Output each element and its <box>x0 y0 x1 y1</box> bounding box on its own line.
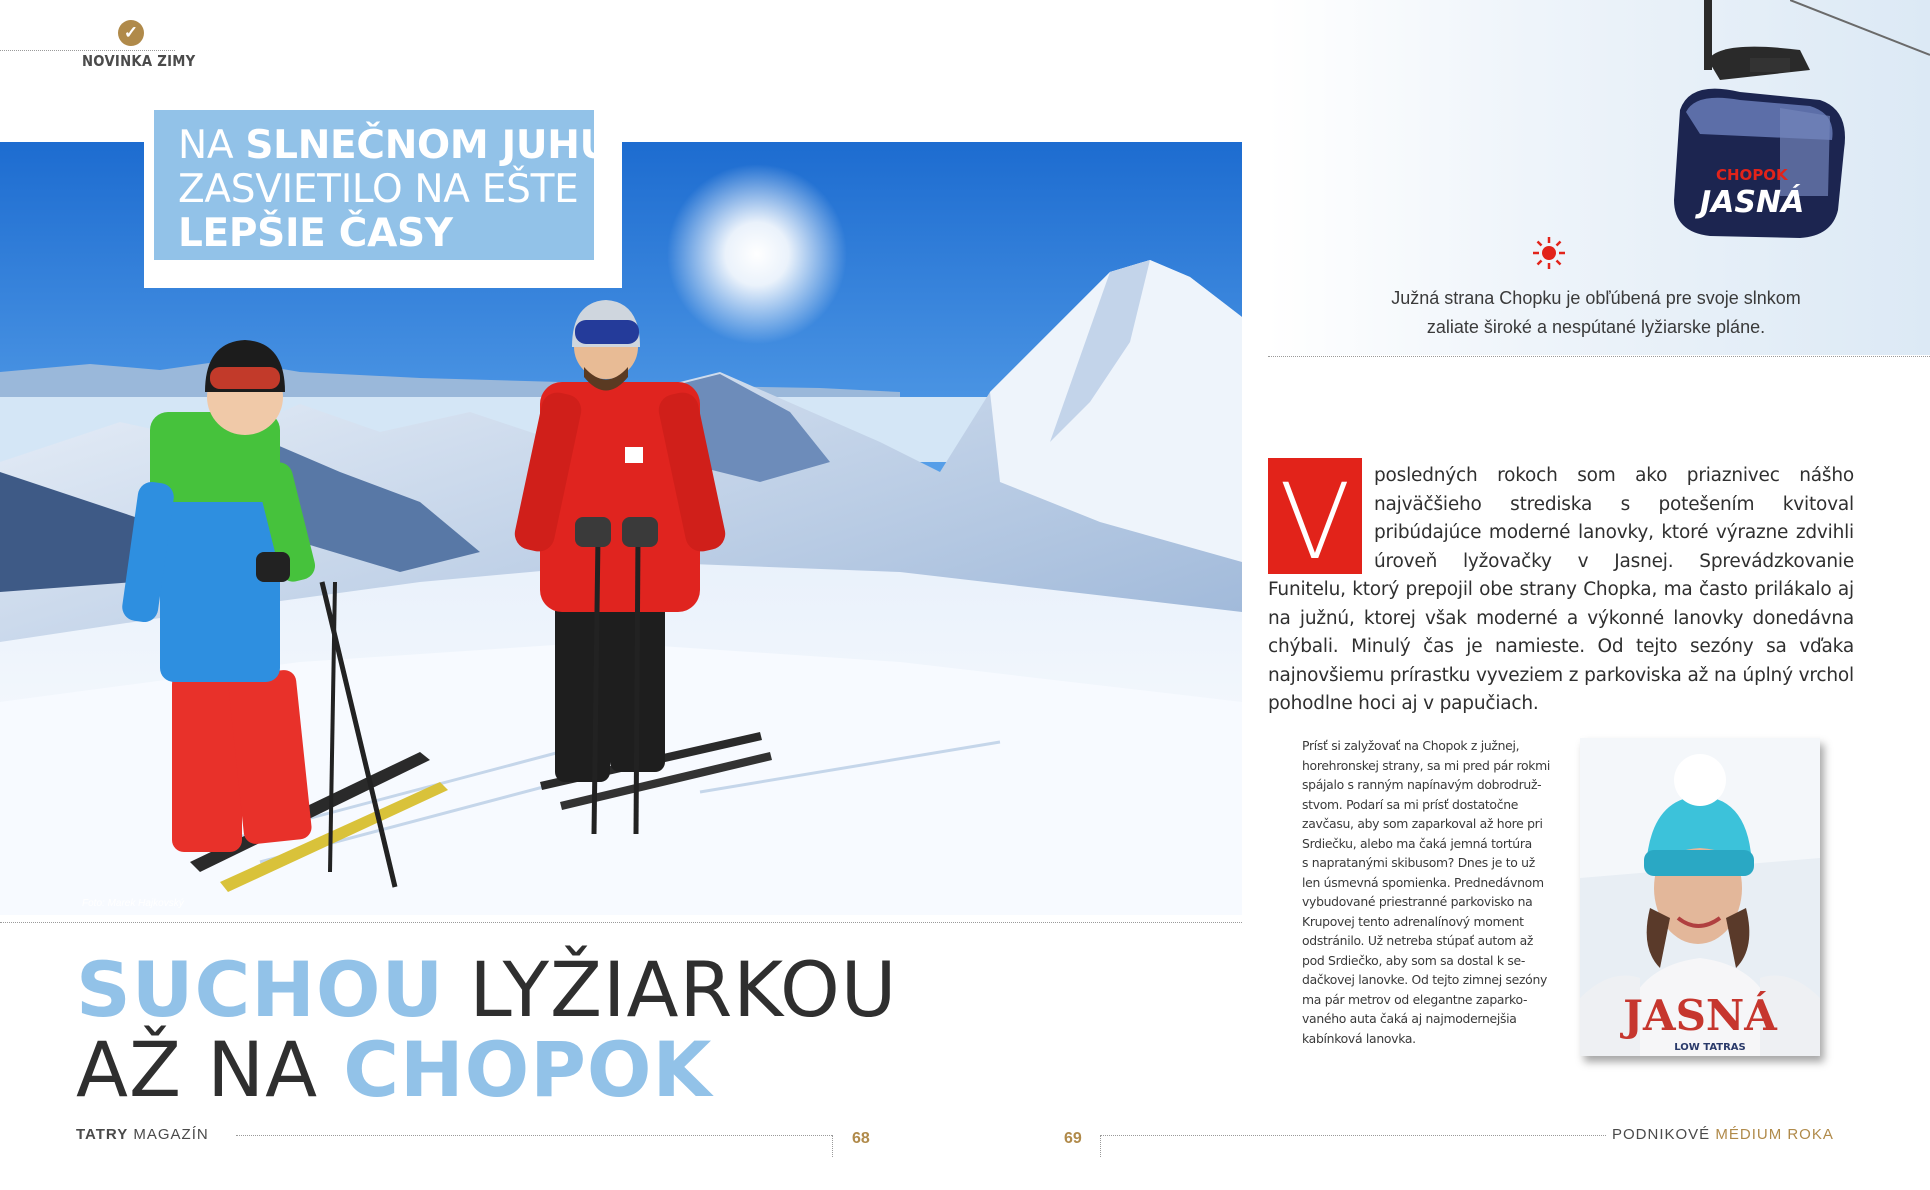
footer-rule-left <box>236 1135 832 1136</box>
article-text: posledných rokoch som ako priaznivec nášho najväčšieho strediska s potešením kvitoval pribúdajúce moderné lanovky, ktoré výrazne zdvihli úroveň lyžovačky v Jasnej. Sprevádzkovanie Funitelu, ktorý prepojil obe strany Chopka, ma často prilákalo aj na južnú, ktorej však moderné a výkonné lanovky donedávna chýbali. Minulý čas je namieste. Od tejto sezóny sa vďaka najnovšiemu prírastku vyveziem z parkoviska až na úplný vrchol pohodlne hoci aj v papučiach. <box>1268 465 1854 714</box>
title-word-chopok: CHOPOK <box>343 1025 713 1114</box>
side-story-line: vaného auta čaká aj najmodernejšia <box>1302 1011 1517 1026</box>
shirt-sub-text: LOW TATRAS <box>1674 1042 1746 1053</box>
side-story-line: Krupovej tento adrenalínový moment <box>1302 913 1524 929</box>
headline-line-2: ZASVIETILO NA EŠTE <box>178 167 579 212</box>
footer-award-gold: MÉDIUM ROKA <box>1715 1126 1834 1143</box>
side-story-line: kabínková lanovka. <box>1302 1030 1416 1046</box>
footer-magazine-light: MAGAZÍN <box>128 1126 209 1143</box>
headline-line-3-bold: LEPŠIE ČASY <box>178 211 453 256</box>
portrait-photo <box>1580 738 1820 1056</box>
side-story-line: horehronskej strany, sa mi pred pár rokmi <box>1302 757 1551 773</box>
headline-box <box>144 100 622 288</box>
footer-magazine <box>76 1126 209 1143</box>
title-word-suchou: SUCHOU <box>76 945 445 1034</box>
dropcap-letter: V <box>1279 461 1351 574</box>
side-story-line: Prísť si zalyžovať na Chopok z južnej, <box>1302 738 1520 753</box>
sun-icon <box>1532 236 1566 270</box>
gondola-cabin <box>1660 0 1860 250</box>
side-story-line: len úsmevná spomienka. Prednedávnom <box>1302 874 1544 890</box>
photo-rule <box>0 922 1242 923</box>
side-story-line: spájalo s ranným napínavým dobrodruž- <box>1302 777 1542 792</box>
gondola-brand-main: JASNÁ <box>1700 185 1805 220</box>
title-word-lyziarkou: LYŽIARKOU <box>444 945 898 1034</box>
side-story-line: vybudované priestranné parkovisko na <box>1302 894 1533 909</box>
section-label: NOVINKA ZIMY <box>82 52 196 70</box>
title-word-az-na: AŽ NA <box>76 1025 344 1114</box>
side-story-line: stvom. Podarí sa mi prísť dostatočne <box>1302 796 1519 812</box>
caption-line-1: Južná strana Chopku je obľúbená pre svoje slnkom <box>1391 288 1801 308</box>
article-body <box>1268 462 1854 719</box>
footer-rule-right <box>1100 1135 1606 1136</box>
side-story <box>1302 736 1552 1048</box>
side-story-line: zavčasu, aby som zaparkoval až hore pri <box>1302 816 1543 831</box>
caption-line-2: zaliate široké a nespútané lyžiarske pláne. <box>1426 317 1766 337</box>
title-line-2 <box>76 1025 713 1114</box>
photo-caption <box>1296 284 1896 342</box>
side-story-line: pod Srdiečko, aby som sa dostal k se- <box>1302 952 1525 968</box>
headline-line-3 <box>178 212 584 256</box>
footer-tick-left <box>832 1135 833 1157</box>
title-line-1 <box>76 945 898 1034</box>
side-story-line: s napratanými skibusom? Dnes je to už <box>1302 855 1535 870</box>
side-story-line: ma pár metrov od elegantne zaparko- <box>1302 991 1528 1007</box>
page-number-right: 69 <box>1064 1130 1082 1147</box>
photo-credit: Foto: Marek Hajkovský <box>82 898 184 909</box>
side-story-line: odstránilo. Už netreba stúpať autom až <box>1302 933 1534 948</box>
check-icon: ✓ <box>118 20 144 46</box>
side-story-line: Srdiečku, alebo ma čaká jemná tortúra <box>1302 835 1532 851</box>
side-story-line: dačkovej lanovke. Od tejto zimnej sezóny <box>1302 972 1548 987</box>
footer-magazine-bold: TATRY <box>76 1126 129 1143</box>
page-number-left: 68 <box>852 1130 870 1147</box>
headline-line-1-light: NA <box>178 123 246 168</box>
footer-tick-right <box>1100 1135 1101 1157</box>
header-rule <box>0 50 175 51</box>
right-rule <box>1268 356 1930 357</box>
gondola-brand-top: CHOPOK <box>1716 166 1788 184</box>
footer-award <box>1612 1126 1834 1143</box>
headline-line-1-bold: SLNEČNOM JUHU <box>245 123 611 168</box>
footer-award-light: PODNIKOVÉ <box>1612 1126 1716 1143</box>
shirt-logo-text: JASNÁ <box>1623 991 1777 1040</box>
headline-line-1 <box>178 123 611 168</box>
